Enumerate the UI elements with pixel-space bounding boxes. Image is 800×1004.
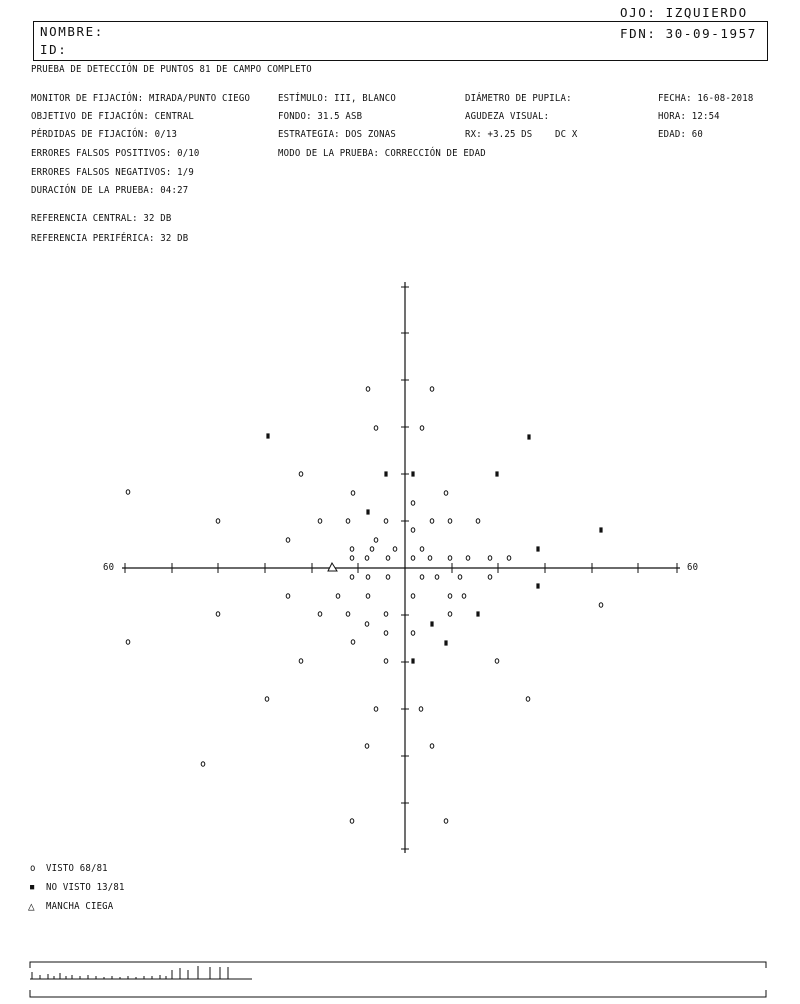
seen-point-60 — [526, 697, 530, 702]
seen-point-22 — [420, 547, 424, 552]
seen-point-27 — [428, 556, 432, 561]
seen-point-64 — [430, 744, 434, 749]
seen-point-36 — [435, 575, 439, 580]
fixation-monitor: MONITOR DE FIJACIÓN: MIRADA/PUNTO CIEGO — [31, 93, 251, 105]
test-points — [126, 387, 603, 824]
fixation-losses: PÉRDIDAS DE FIJACIÓN: 0/13 — [31, 129, 178, 141]
seen-point-39 — [286, 594, 290, 599]
dc-value: DC X — [555, 129, 578, 141]
seen-point-26 — [411, 556, 415, 561]
seen-point-52 — [384, 631, 388, 636]
seen-point-62 — [419, 707, 423, 712]
test-duration: DURACIÓN DE LA PRUEBA: 04:27 — [31, 185, 189, 197]
not-seen-point-1 — [527, 434, 530, 439]
seen-point-61 — [374, 707, 378, 712]
seen-point-3 — [420, 426, 424, 431]
peripheral-reference: REFERENCIA PERIFÉRICA: 32 DB — [31, 233, 189, 245]
seen-point-5 — [126, 490, 130, 495]
name-label: NOMBRE: — [40, 24, 104, 39]
seen-point-43 — [448, 594, 452, 599]
rx-value: RX: +3.25 DS — [465, 129, 533, 141]
seen-point-9 — [216, 519, 220, 524]
seen-point-34 — [386, 575, 390, 580]
test-mode: MODO DE LA PRUEBA: CORRECCIÓN DE EDAD — [278, 148, 486, 160]
seen-point-2 — [374, 426, 378, 431]
seen-point-28 — [448, 556, 452, 561]
not-seen-point-3 — [411, 471, 414, 476]
seen-point-57 — [384, 659, 388, 664]
not-seen-point-6 — [599, 527, 602, 532]
legend-not-seen: NO VISTO 13/81 — [46, 882, 125, 894]
not-seen-point-7 — [536, 546, 539, 551]
test-title: PRUEBA DE DETECCIÓN DE PUNTOS 81 DE CAMPO COMPLETO — [31, 64, 312, 76]
visual-acuity: AGUDEZA VISUAL: — [465, 111, 550, 123]
background: FONDO: 31.5 ASB — [278, 111, 363, 123]
seen-point-58 — [495, 659, 499, 664]
blind-spot-marker — [328, 563, 337, 571]
seen-point-55 — [351, 640, 355, 645]
seen-point-4 — [299, 472, 303, 477]
pupil-diameter: DIÁMETRO DE PUPILA: — [465, 93, 572, 105]
seen-point-54 — [126, 640, 130, 645]
legend-seen-symbol: o — [30, 863, 36, 875]
eye-label: OJO: IZQUIERDO — [620, 5, 748, 20]
seen-point-48 — [346, 612, 350, 617]
seen-point-35 — [420, 575, 424, 580]
legend-blind-spot: MANCHA CIEGA — [46, 901, 114, 913]
seen-point-38 — [488, 575, 492, 580]
seen-point-16 — [411, 528, 415, 533]
seen-point-65 — [201, 762, 205, 767]
axis-right-label: 60 — [687, 562, 699, 574]
not-seen-point-4 — [495, 471, 498, 476]
seen-point-49 — [384, 612, 388, 617]
false-negative: ERRORES FALSOS NEGATIVOS: 1/9 — [31, 167, 194, 179]
seen-point-40 — [336, 594, 340, 599]
not-seen-point-10 — [430, 621, 433, 626]
seen-point-44 — [462, 594, 466, 599]
fixation-target: OBJETIVO DE FIJACIÓN: CENTRAL — [31, 111, 194, 123]
false-positive: ERRORES FALSOS POSITIVOS: 0/10 — [31, 148, 200, 160]
seen-point-29 — [466, 556, 470, 561]
not-seen-point-2 — [384, 471, 387, 476]
not-seen-point-8 — [536, 583, 539, 588]
seen-point-42 — [411, 594, 415, 599]
not-seen-point-11 — [444, 640, 447, 645]
seen-point-30 — [488, 556, 492, 561]
strategy: ESTRATEGIA: DOS ZONAS — [278, 129, 396, 141]
seen-point-37 — [458, 575, 462, 580]
seen-point-51 — [365, 622, 369, 627]
seen-point-66 — [350, 819, 354, 824]
axis-left-label: 60 — [103, 562, 115, 574]
seen-point-50 — [448, 612, 452, 617]
seen-point-63 — [365, 744, 369, 749]
seen-point-67 — [444, 819, 448, 824]
seen-point-11 — [346, 519, 350, 524]
patient-age: EDAD: 60 — [658, 129, 703, 141]
seen-point-18 — [374, 538, 378, 543]
test-date: FECHA: 16-08-2018 — [658, 93, 754, 105]
seen-point-45 — [599, 603, 603, 608]
seen-point-31 — [507, 556, 511, 561]
seen-point-1 — [430, 387, 434, 392]
seen-point-10 — [318, 519, 322, 524]
plot-axes — [122, 282, 680, 853]
seen-point-56 — [299, 659, 303, 664]
seen-point-12 — [384, 519, 388, 524]
stimulus: ESTÍMULO: III, BLANCO — [278, 93, 396, 105]
legend-not-seen-symbol: ■ — [30, 882, 35, 892]
seen-point-19 — [350, 547, 354, 552]
seen-point-0 — [366, 387, 370, 392]
seen-point-13 — [430, 519, 434, 524]
seen-point-33 — [366, 575, 370, 580]
seen-point-14 — [448, 519, 452, 524]
legend-seen: VISTO 68/81 — [46, 863, 108, 875]
central-reference: REFERENCIA CENTRAL: 32 DB — [31, 213, 172, 225]
seen-point-21 — [393, 547, 397, 552]
not-seen-point-0 — [266, 433, 269, 438]
seen-point-32 — [350, 575, 354, 580]
dob-label: FDN: 30-09-1957 — [620, 26, 757, 41]
seen-point-25 — [386, 556, 390, 561]
seen-point-53 — [411, 631, 415, 636]
seen-point-8 — [411, 501, 415, 506]
not-seen-point-9 — [476, 611, 479, 616]
seen-point-59 — [265, 697, 269, 702]
not-seen-point-5 — [366, 509, 369, 514]
legend-blind-spot-symbol: △ — [28, 899, 35, 914]
seen-point-17 — [286, 538, 290, 543]
seen-point-15 — [476, 519, 480, 524]
test-time: HORA: 12:54 — [658, 111, 720, 123]
seen-point-6 — [351, 491, 355, 496]
not-seen-point-12 — [411, 658, 414, 663]
seen-point-7 — [444, 491, 448, 496]
seen-point-23 — [350, 556, 354, 561]
seen-point-24 — [365, 556, 369, 561]
id-label: ID: — [40, 42, 68, 57]
seen-point-47 — [318, 612, 322, 617]
seen-point-20 — [370, 547, 374, 552]
seen-point-46 — [216, 612, 220, 617]
seen-point-41 — [366, 594, 370, 599]
